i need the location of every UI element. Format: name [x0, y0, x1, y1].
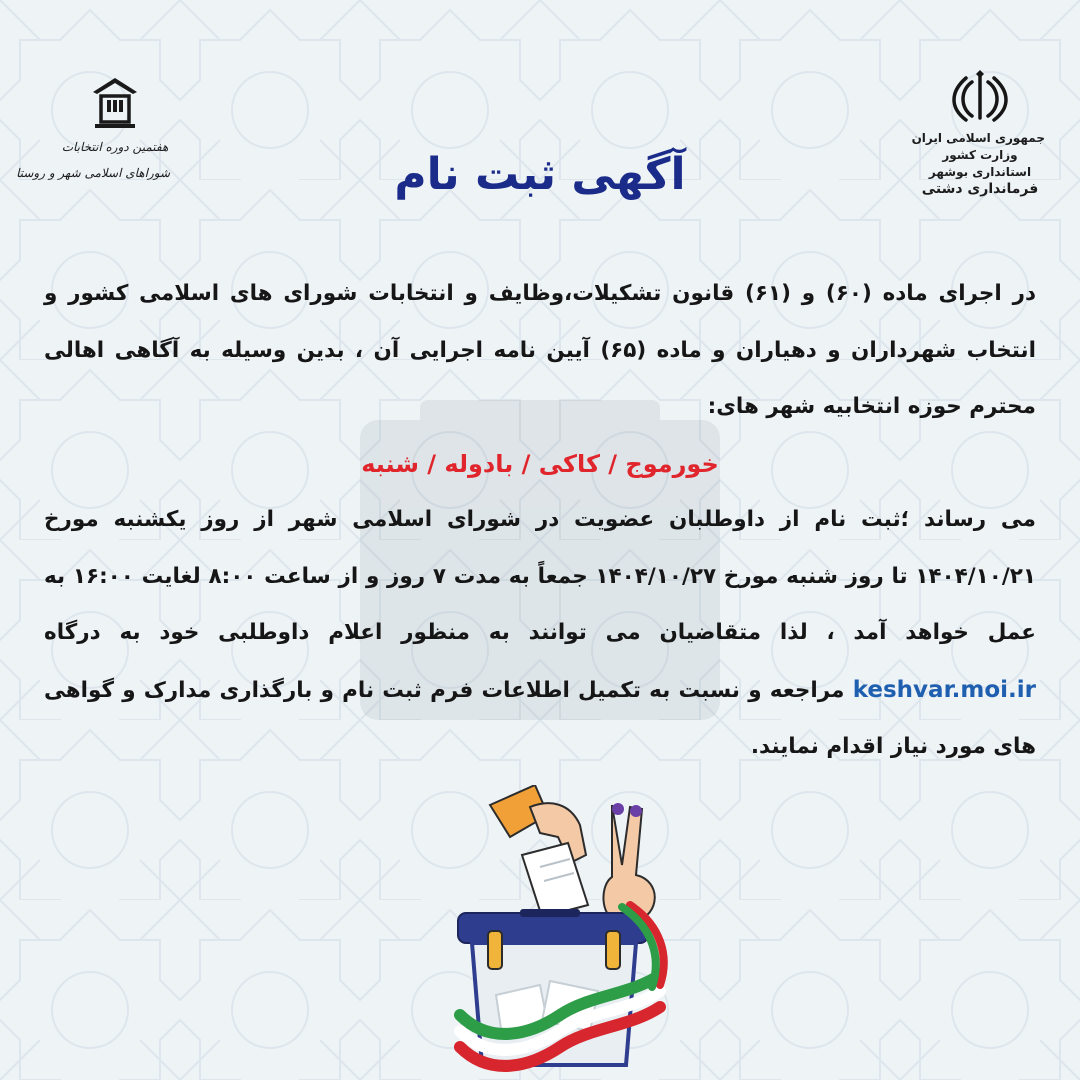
announcement-details	[44, 492, 1036, 776]
announcement-body	[44, 266, 1036, 776]
ministry-logo-line-2: وزارت کشور	[942, 148, 1018, 162]
announcement-details-start: می رساند ؛ثبت نام از داوطلبان عضویت در شورای اسلامی شهر از روز یکشنبه مورخ ۱۴۰۴/۱۰/۲۱ تا روز شنبه مورخ ۱۴۰۴/۱۰/۲۷ جمعاً به مدت ۷ روز و از ساعت ۸:۰۰ لغایت ۱۶:۰۰ به عمل خواهد آمد ، لذا متقاضیان می توانند به منظور اعلام داوطلبی خود به درگاه	[44, 507, 1036, 645]
announcement-details-end: مراجعه و نسبت به تکمیل اطلاعات فرم ثبت نام و بارگذاری مدارک و گواهی های مورد نیاز اقدام نمایند.	[44, 677, 1036, 759]
ministry-logo	[911, 70, 1045, 198]
ministry-logo-line-4: فرمانداری دشتی	[921, 181, 1039, 197]
iran-emblem-icon	[952, 70, 1008, 126]
city-list: خورموج / کاکی / بادوله / شنبه	[361, 449, 719, 478]
ballot-box-logo-icon	[83, 70, 147, 130]
election-logo-line-1: هفتمین دوره انتخابات	[61, 140, 169, 154]
announcement-intro: در اجرای ماده (۶۰) و (۶۱) قانون تشکیلات،وظایف و انتخابات شورای های اسلامی کشور و انتخاب شهرداران و دهیاران و ماده (۶۵) آیین نامه اجرایی آن ، بدین وسیله به آگاهی اهالی محترم حوزه انتخابیه شهر های:	[44, 281, 1036, 419]
election-logo	[16, 70, 170, 186]
ministry-logo-line-3: استانداری بوشهر	[928, 165, 1032, 179]
election-logo-line-2: شوراهای اسلامی شهر و روستا	[16, 166, 170, 180]
website-link[interactable]: keshvar.moi.ir	[852, 676, 1036, 703]
ballot-box-voting-hand-icon	[430, 785, 690, 1075]
ministry-logo-line-1: جمهوری اسلامی ایران	[911, 131, 1045, 145]
page-title: آگهی ثبت نام	[394, 149, 686, 200]
